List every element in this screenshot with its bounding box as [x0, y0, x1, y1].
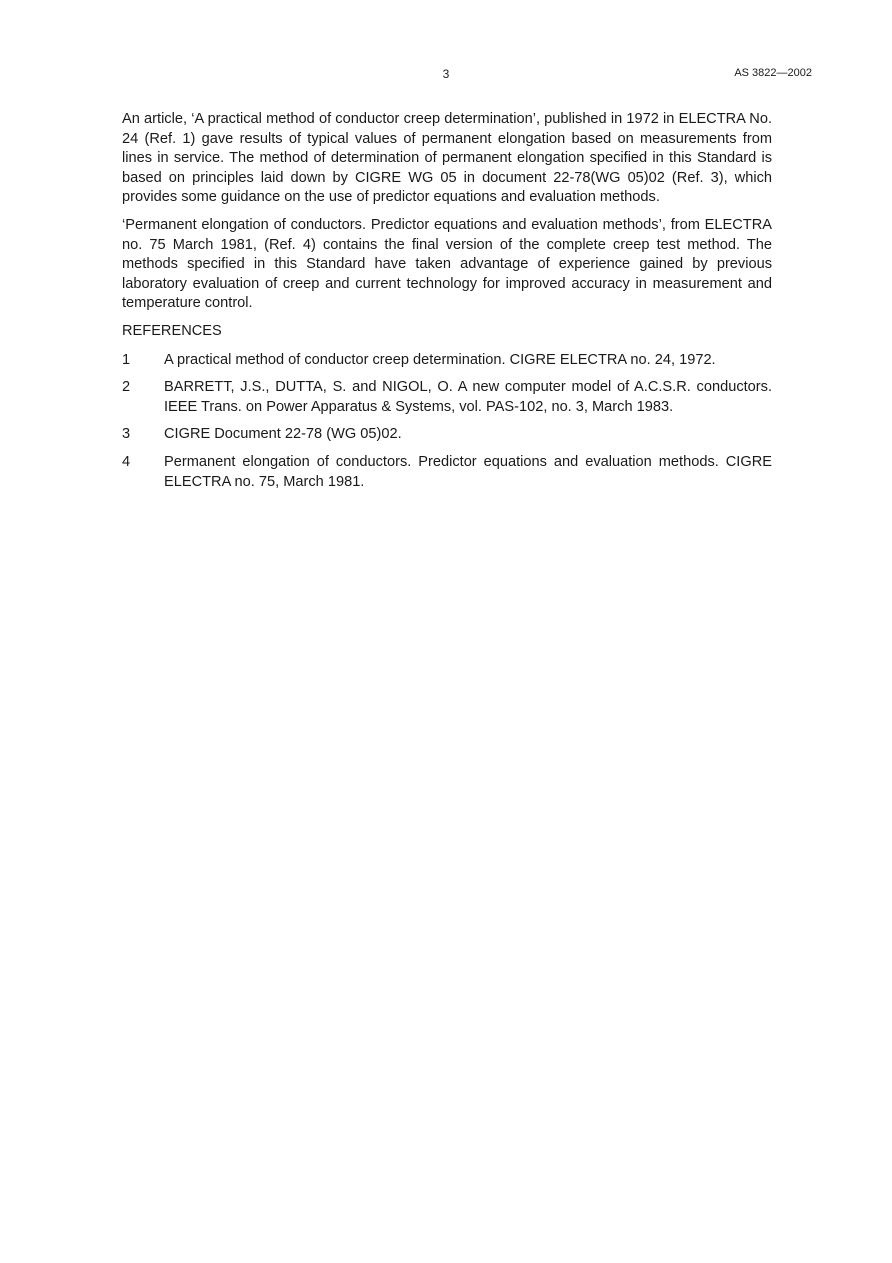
references-heading: REFERENCES — [122, 322, 222, 339]
page-body — [122, 110, 772, 500]
document-id: AS 3822—2002 — [734, 67, 812, 79]
body-paragraph: ‘Permanent elongation of conductors. Predictor equations and evaluation methods’, from ELECTRA no. 75 March 1981, (Ref. 4) contains the final version of the complete creep test method. The methods specified in this Standard have taken advantage of experience gained by previous laboratory evaluation of creep and current technology for improved accuracy in measurement and temperature control. — [122, 216, 772, 312]
reference-item — [122, 351, 772, 371]
reference-item — [122, 453, 772, 492]
page-number: 3 — [442, 67, 450, 81]
references-list — [122, 351, 772, 493]
reference-text: Permanent elongation of conductors. Predictor equations and evaluation methods. CIGRE ELECTRA no. 75, March 1981. — [164, 453, 772, 490]
reference-item — [122, 378, 772, 417]
reference-text: CIGRE Document 22-78 (WG 05)02. — [164, 426, 402, 443]
reference-item — [122, 425, 772, 445]
reference-number: 4 — [122, 453, 131, 470]
reference-number: 2 — [122, 379, 131, 396]
reference-text: A practical method of conductor creep determination. CIGRE ELECTRA no. 24, 1972. — [164, 351, 716, 368]
reference-number: 1 — [122, 351, 131, 368]
body-paragraph: An article, ‘A practical method of conductor creep determination’, published in 1972 in ELECTRA No. 24 (Ref. 1) gave results of typical values of permanent elongation based on measurements from lines in service. The method of determination of permanent elongation specified in this Standard is based on principles laid down by CIGRE WG 05 in document 22-78(WG 05)02 (Ref. 3), which provides some guidance on the use of predictor equations and evaluation methods. — [122, 111, 772, 206]
reference-number: 3 — [122, 426, 131, 443]
reference-text: BARRETT, J.S., DUTTA, S. and NIGOL, O. A new computer model of A.C.S.R. conductors. IEEE Trans. on Power Apparatus & Systems, vol. PAS-102, no. 3, March 1983. — [164, 379, 772, 415]
